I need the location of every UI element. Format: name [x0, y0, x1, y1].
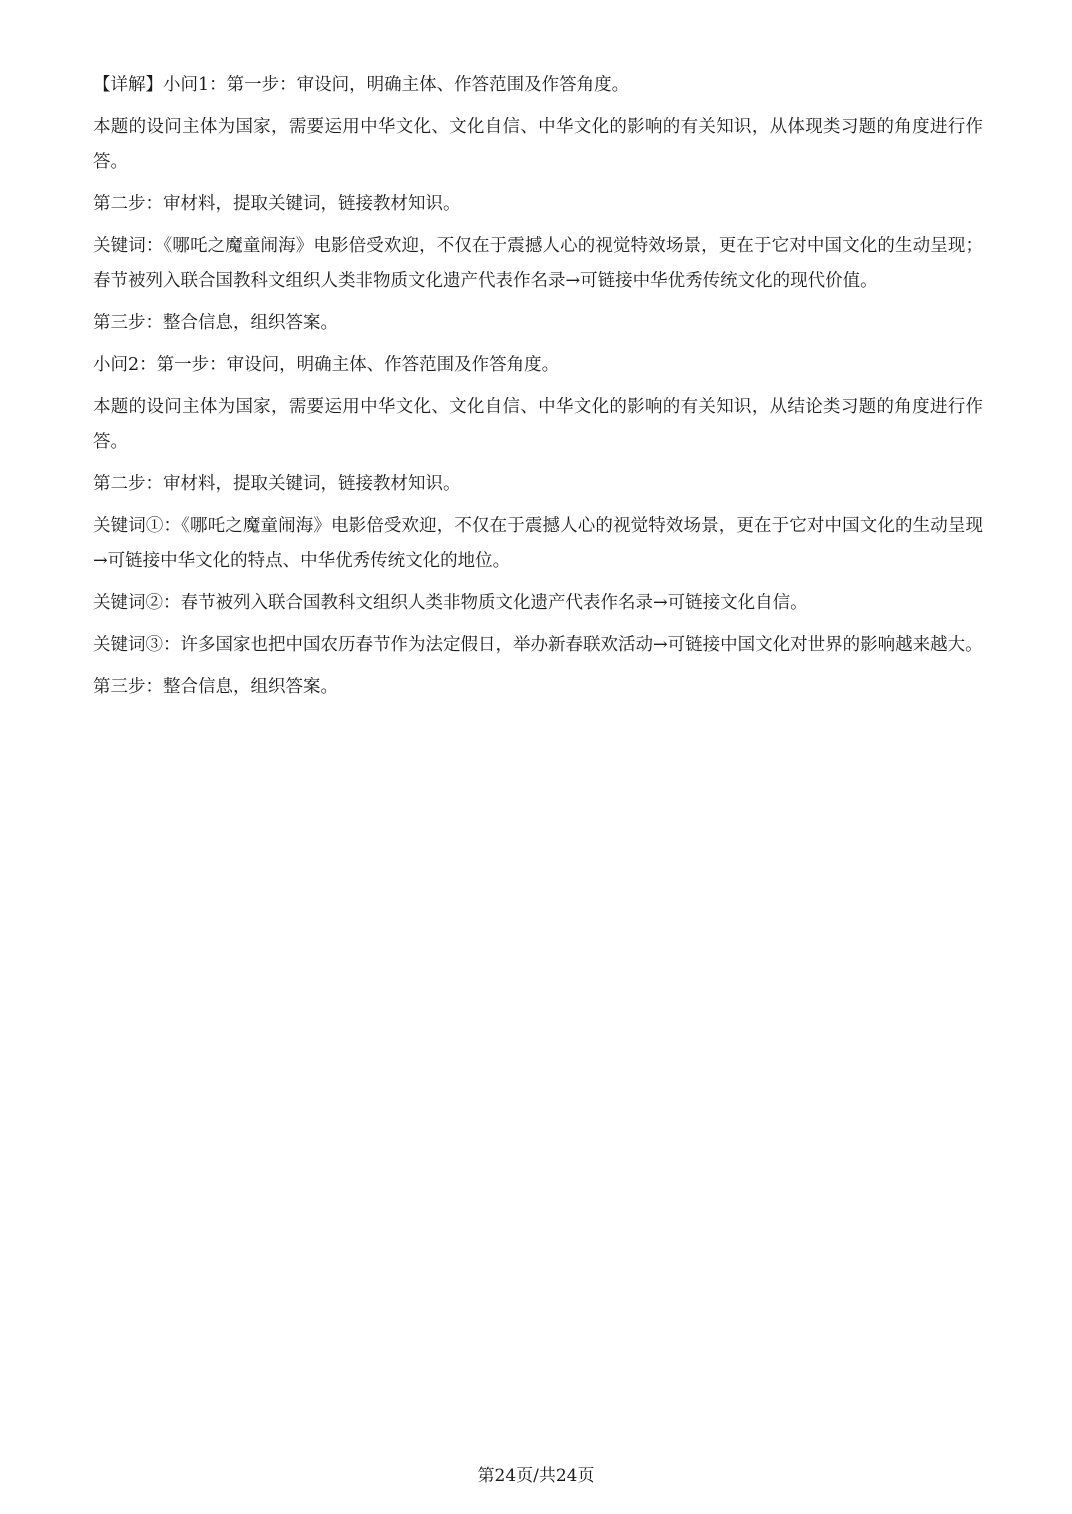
paragraph-q1-step2: 第二步：审材料，提取关键词，链接教材知识。	[93, 194, 461, 214]
paragraph-detail-q1-step1: 【详解】小问1：第一步：审设问，明确主体、作答范围及作答角度。	[93, 75, 630, 95]
document-body	[93, 68, 983, 712]
paragraph-q2-step2: 第二步：审材料，提取关键词，链接教材知识。	[93, 474, 461, 494]
paragraph-q2-keyword-3: 关键词③：许多国家也把中国农历春节作为法定假日，举办新春联欢活动→可链接中国文化对世界的影响越来越大。	[93, 635, 983, 655]
paragraph-q2-step3: 第三步：整合信息，组织答案。	[93, 677, 338, 697]
paragraph-q2-keyword-1: 关键词①：《哪吒之魔童闹海》电影倍受欢迎，不仅在于震撼人心的视觉特效场景，更在于它对中国文化的生动呈现→可链接中华文化的特点、中华优秀传统文化的地位。	[93, 516, 983, 571]
page-number: 第24页/共24页	[477, 1466, 595, 1486]
paragraph-q2-step1: 小问2：第一步：审设问，明确主体、作答范围及作答角度。	[93, 355, 560, 375]
paragraph-q2-subject: 本题的设问主体为国家，需要运用中华文化、文化自信、中华文化的影响的有关知识，从结论类习题的角度进行作答。	[93, 397, 983, 452]
paragraph-q1-keywords: 关键词：《哪吒之魔童闹海》电影倍受欢迎，不仅在于震撼人心的视觉特效场景，更在于它对中国文化的生动呈现；春节被列入联合国教科文组织人类非物质文化遗产代表作名录→可链接中华优秀传统文化的现代价值。	[93, 236, 983, 291]
paragraph-q1-subject: 本题的设问主体为国家，需要运用中华文化、文化自信、中华文化的影响的有关知识，从体现类习题的角度进行作答。	[93, 117, 983, 172]
paragraph-q1-step3: 第三步：整合信息，组织答案。	[93, 313, 338, 333]
paragraph-q2-keyword-2: 关键词②：春节被列入联合国教科文组织人类非物质文化遗产代表作名录→可链接文化自信。	[93, 593, 808, 613]
